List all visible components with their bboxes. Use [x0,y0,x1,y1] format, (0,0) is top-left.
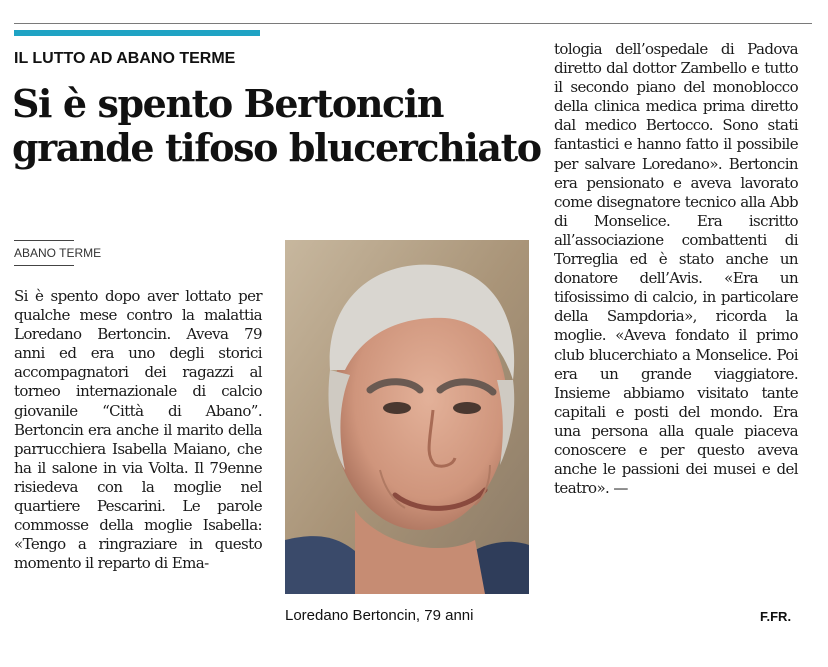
section-accent-bar [14,30,260,36]
headline: Si è spento Bertoncin grande tifoso blucerchiato [12,81,541,170]
dateline-rule-bottom [14,265,74,266]
dateline: ABANO TERME [14,246,102,260]
photo-caption: Loredano Bertoncin, 79 anni [285,607,474,624]
author-signature: F.FR. [760,609,792,624]
kicker: IL LUTTO AD ABANO TERME [14,50,236,67]
top-rule [14,23,812,24]
article-column-1: Si è spento dopo aver lottato per qualche mese contro la malattia Loredano Bertoncin. Aveva 79 anni ed era uno degli storici accompagnatori dei ragazzi al torneo internazionale di calcio giovanile “Città di Abano”. Bertoncin era anche il marito della parrucchiera Isabella Maiano, che ha il salone in via Volta. Il 79enne risiedeva con la moglie nel quartiere Pescarini. Le parole commosse della moglie Isabella: «Tengo a ringraziare in questo momento il reparto di Ema- [14,287,262,573]
article-column-2: tologia dell’ospedale di Padova diretto dal dottor Zambello e tutto il secondo piano del monoblocco della clinica medica prima diretto dal medico Bertocco. Sono stati fantastici e hanno fatto il possibile per salvare Loredano». Bertoncin era pensionato e aveva lavorato come disegnatore tecnico alla Abb di Monselice. Era iscritto all’associazione combattenti di Torreglia ed è stato anche un donatore dell’Avis. «Era un tifosissimo di calcio, in particolare della Sampdoria», ricorda la moglie. «Aveva fondato il primo club blucerchiato a Monselice. Poi era un grande viaggiatore. Insieme abbiamo visitato tante capitali e posti del mondo. Era una persona alla quale piaceva conoscere e per questo aveva anche le passioni dei musei e del teatro». — [554,40,798,498]
portrait-photo [285,240,529,594]
dateline-rule-top [14,240,74,241]
